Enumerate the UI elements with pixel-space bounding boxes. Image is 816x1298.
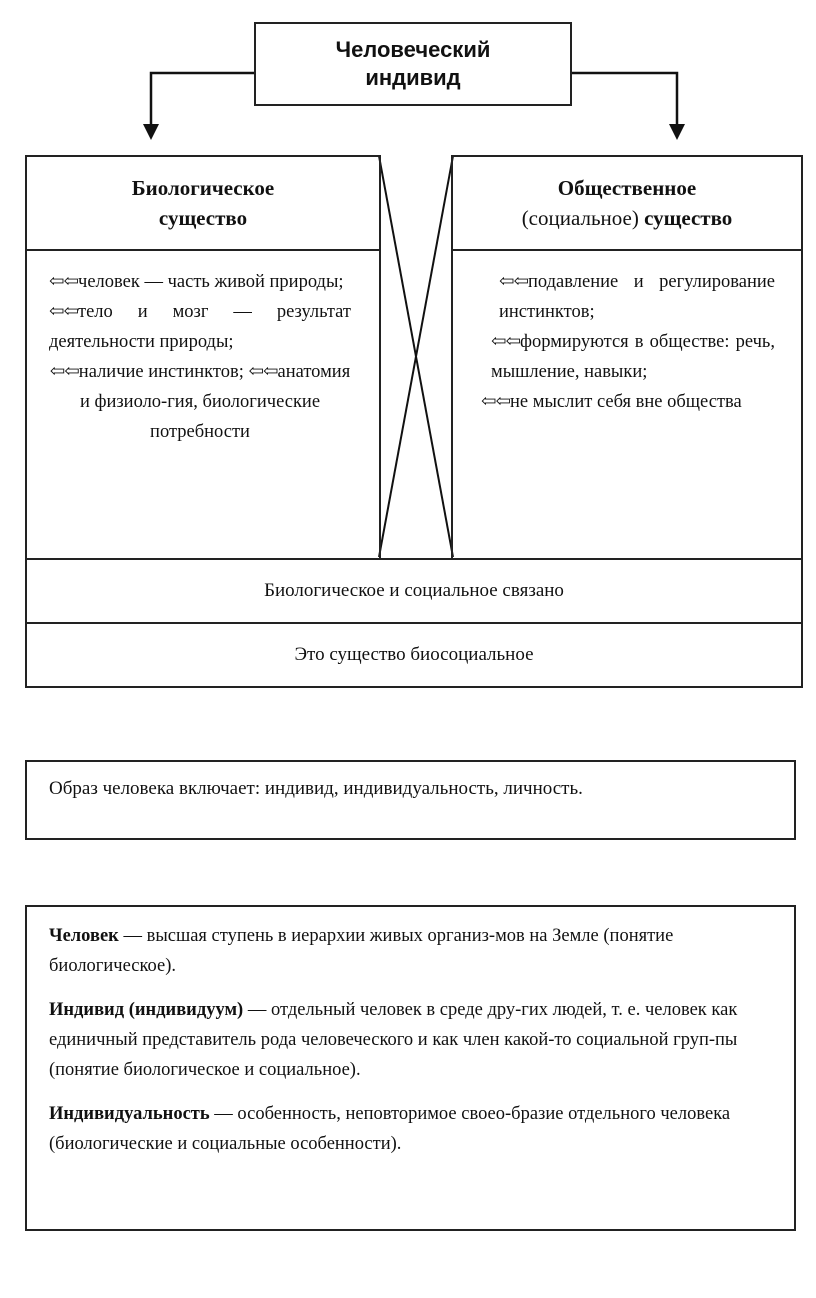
root-label-line1: Человеческий <box>335 37 491 62</box>
definitions-box <box>25 905 796 1231</box>
arrow-marker-icon: ⇦⇦ <box>499 272 529 292</box>
social-item: ⇦⇦не мыслит себя вне общества <box>481 392 742 412</box>
conclusion-row <box>25 622 803 688</box>
arrow-right <box>572 73 677 128</box>
definition-item <box>49 995 752 1085</box>
bio-title-line1: Биологическое <box>131 176 275 200</box>
social-item: ⇦⇦подавление и регулирование инстинктов; <box>499 272 775 322</box>
bio-header <box>27 157 379 251</box>
definition-item <box>49 921 752 981</box>
bio-title-line2: существо <box>158 206 248 230</box>
bio-item: ⇦⇦человек — часть живой природы; <box>49 272 344 292</box>
bio-column <box>25 155 381 560</box>
arrow-marker-icon: ⇦⇦ <box>49 362 79 382</box>
link-row <box>25 558 803 624</box>
social-item: ⇦⇦формируются в обществе: речь, мышление, навыки; <box>491 332 775 382</box>
definition-text: — высшая ступень в иерархии живых организ-мов на Земле (понятие биологическое). <box>49 926 674 976</box>
arrow-marker-icon: ⇦⇦ <box>481 392 511 412</box>
definition-term: Индивид (индивидуум) <box>49 1000 244 1020</box>
conclusion-text: Это существо биосоциальное <box>294 644 534 665</box>
definition-term: Индивидуальность <box>49 1104 210 1124</box>
definition-item <box>49 1099 752 1159</box>
social-title-paren: (социальное) <box>521 206 639 230</box>
bio-list <box>27 251 379 447</box>
arrow-left-head <box>143 124 159 140</box>
arrow-marker-icon: ⇦⇦ <box>491 332 521 352</box>
bio-item: ⇦⇦тело и мозг — результат деятельности природы; <box>49 302 351 352</box>
arrow-right-head <box>669 124 685 140</box>
arrow-left <box>151 73 254 128</box>
image-text: Образ человека включает: индивид, индивидуальность, личность. <box>49 778 583 799</box>
definition-text: — особенность, неповторимое своео-бразие отдельного человека (биологические и социальные особенности). <box>49 1104 731 1154</box>
social-title-line1: Общественное <box>557 176 697 200</box>
definition-text: — отдельный человек в среде дру-гих людей, т. е. человек как единичный представитель рода человеческого и как член какой-то социальной груп-пы (понятие биологическое и социальное). <box>49 1000 738 1080</box>
social-list <box>453 251 801 417</box>
arrow-marker-icon: ⇦⇦ <box>248 362 278 382</box>
social-title-line2: существо <box>644 206 733 230</box>
social-column <box>451 155 803 560</box>
root-label-line2: индивид <box>365 65 461 90</box>
arrow-marker-icon: ⇦⇦ <box>49 272 79 292</box>
root-node <box>254 22 572 106</box>
bio-item: ⇦⇦наличие инстинктов; ⇦⇦анатомия и физиоло-гия, биологические потребности <box>49 362 351 442</box>
social-header <box>453 157 801 251</box>
arrow-marker-icon: ⇦⇦ <box>49 302 79 322</box>
definition-term: Человек <box>49 926 119 946</box>
image-box <box>25 760 796 840</box>
link-text: Биологическое и социальное связано <box>264 580 564 601</box>
